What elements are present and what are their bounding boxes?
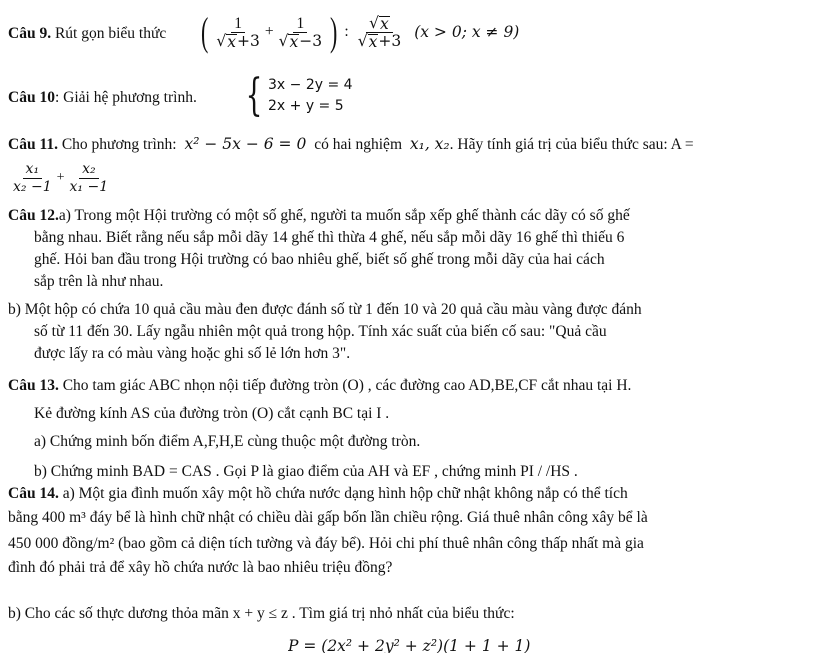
q9-open-paren: ( bbox=[200, 9, 209, 54]
q14-a-line-4: đình đó phải trả để xây hồ chứa nước là bao nhiêu triệu đồng? bbox=[8, 559, 393, 576]
q10-label: Câu 10 bbox=[8, 89, 55, 106]
q12-a-line-4: sắp trên là như nhau. bbox=[34, 273, 164, 290]
q11-text-after: . Hãy tính giá trị của biểu thức sau: A = bbox=[449, 136, 694, 153]
q10-system bbox=[240, 70, 353, 121]
q9-fraction-2 bbox=[276, 15, 326, 50]
q9-frac1-radicand: x bbox=[227, 32, 236, 51]
q11-plus: + bbox=[56, 170, 65, 185]
q11-fraction-1 bbox=[10, 161, 55, 196]
q10-equation-2: 2x + y = 5 bbox=[268, 98, 344, 114]
question-9 bbox=[8, 20, 166, 48]
question-14 bbox=[8, 484, 628, 504]
q9-frac2-num: 1 bbox=[293, 15, 307, 33]
q14-b-formula: P = (2x² + 2y² + z²)(1 + 1 + 1) bbox=[288, 637, 531, 653]
q9-fraction-1 bbox=[213, 15, 263, 50]
q13-line-2: Kẻ đường kính AS của đường tròn (O) cắt cạnh BC tại I . bbox=[34, 405, 390, 422]
q12-a-line-3: ghế. Hỏi ban đầu trong Hội trường có bao nhiêu ghế, biết số ghế trong mỗi dãy của hai cách bbox=[34, 251, 605, 268]
question-13 bbox=[8, 376, 631, 396]
q9-plus: + bbox=[264, 23, 274, 40]
q11-fraction-2 bbox=[67, 161, 112, 196]
q9-expression bbox=[198, 8, 519, 56]
q9-close-paren: ) bbox=[330, 9, 338, 54]
q11-text-before: Cho phương trình: bbox=[61, 136, 177, 153]
question-10 bbox=[8, 88, 197, 108]
q13-label: Câu 13. bbox=[8, 377, 59, 394]
q11-expression bbox=[8, 156, 113, 200]
q9-frac1-num: 1 bbox=[231, 15, 245, 33]
q10-equations bbox=[268, 75, 353, 117]
q14-a-line-2: bằng 400 m³ đáy bể là hình chữ nhật có chiều dài gấp bốn lần chiều rộng. Giá thuê nhân công xây bể là bbox=[8, 509, 648, 526]
q14-label: Câu 14. bbox=[8, 485, 59, 502]
q9-frac1-den: √ x +3 bbox=[216, 31, 260, 51]
q9-frac3-den-radicand: x bbox=[368, 32, 378, 51]
q12-a-line-2: bằng nhau. Biết rằng nếu sắp mỗi dãy 14 ghế thì thừa 4 ghế, nếu sắp mỗi dãy 16 ghế thì thiếu 6 bbox=[34, 229, 625, 246]
q13-line-1: Cho tam giác ABC nhọn nội tiếp đường tròn (O) , các đường cao AD,BE,CF cắt nhau tại H. bbox=[62, 377, 632, 394]
q12-b-line-1: b) Một hộp có chứa 10 quả cầu màu đen được đánh số từ 1 đến 10 và 20 quả cầu màu vàng được đánh bbox=[8, 301, 642, 318]
q12-a-line-1: a) Trong một Hội trường có một số ghế, người ta muốn sắp xếp ghế thành các dãy có số ghế bbox=[58, 207, 630, 224]
q9-text: Rút gọn biểu thức bbox=[54, 25, 167, 42]
q9-frac1-tail: +3 bbox=[236, 31, 260, 50]
q9-label: Câu 9. bbox=[8, 25, 52, 42]
q14-b-line-1: b) Cho các số thực dương thỏa mãn x + y ≤ z . Tìm giá trị nhỏ nhất của biểu thức: bbox=[8, 605, 515, 622]
q9-frac3-num: √ x bbox=[366, 15, 393, 33]
question-11 bbox=[8, 134, 694, 155]
q9-frac2-den: √ x −3 bbox=[278, 31, 323, 51]
q9-frac2-tail: −3 bbox=[299, 31, 323, 50]
q13-line-4: b) Chứng minh BAD = CAS . Gọi P là giao điểm của AH và EF , chứng minh PI / /HS . bbox=[34, 463, 578, 480]
q9-frac3-tail: +3 bbox=[378, 31, 402, 50]
q11-roots: x₁, x₂ bbox=[409, 135, 450, 153]
q14-a-line-1: a) Một gia đình muốn xây một hồ chứa nước dạng hình hộp chữ nhật không nắp có thể tích bbox=[62, 485, 628, 502]
q10-equation-1: 3x − 2y = 4 bbox=[268, 77, 353, 93]
question-12 bbox=[8, 206, 630, 226]
q11-frac1-den: x₂ −1 bbox=[13, 178, 52, 195]
q11-frac1-num: x₁ bbox=[23, 161, 43, 179]
q11-text-mid: có hai nghiệm bbox=[314, 136, 402, 153]
q11-frac2-num: x₂ bbox=[79, 161, 99, 179]
q12-b-line-2: số từ 11 đến 30. Lấy ngẫu nhiên một quả trong hộp. Tính xác suất của biến cố sau: "Quả cầu bbox=[34, 323, 607, 340]
q13-line-3: a) Chứng minh bốn điểm A,F,H,E cùng thuộc một đường tròn. bbox=[34, 433, 421, 450]
q12-b-line-3: được lấy ra có màu vàng hoặc ghi số lẻ lớn hơn 3". bbox=[34, 345, 351, 362]
q12-label: Câu 12. bbox=[8, 207, 59, 224]
q9-frac2-radicand: x bbox=[289, 32, 299, 51]
q9-frac3-den: √ x +3 bbox=[357, 31, 402, 51]
q9-colon: : bbox=[344, 23, 349, 40]
q11-label: Câu 11. bbox=[8, 136, 58, 153]
q10-brace: { bbox=[245, 70, 263, 121]
q11-equation: x² − 5x − 6 = 0 bbox=[184, 135, 307, 153]
q11-frac2-den: x₁ −1 bbox=[69, 178, 109, 195]
q14-a-line-3: 450 000 đồng/m² (bao gồm cả diện tích tường và đáy bể). Hỏi chi phí thuê nhân công thấp nhất mà gia bbox=[8, 535, 644, 552]
q9-condition: (x > 0; x ≠ 9) bbox=[414, 23, 520, 41]
q10-text: : Giải hệ phương trình. bbox=[54, 89, 197, 106]
q9-fraction-3 bbox=[355, 15, 405, 50]
q9-frac3-radicand: x bbox=[380, 14, 389, 33]
